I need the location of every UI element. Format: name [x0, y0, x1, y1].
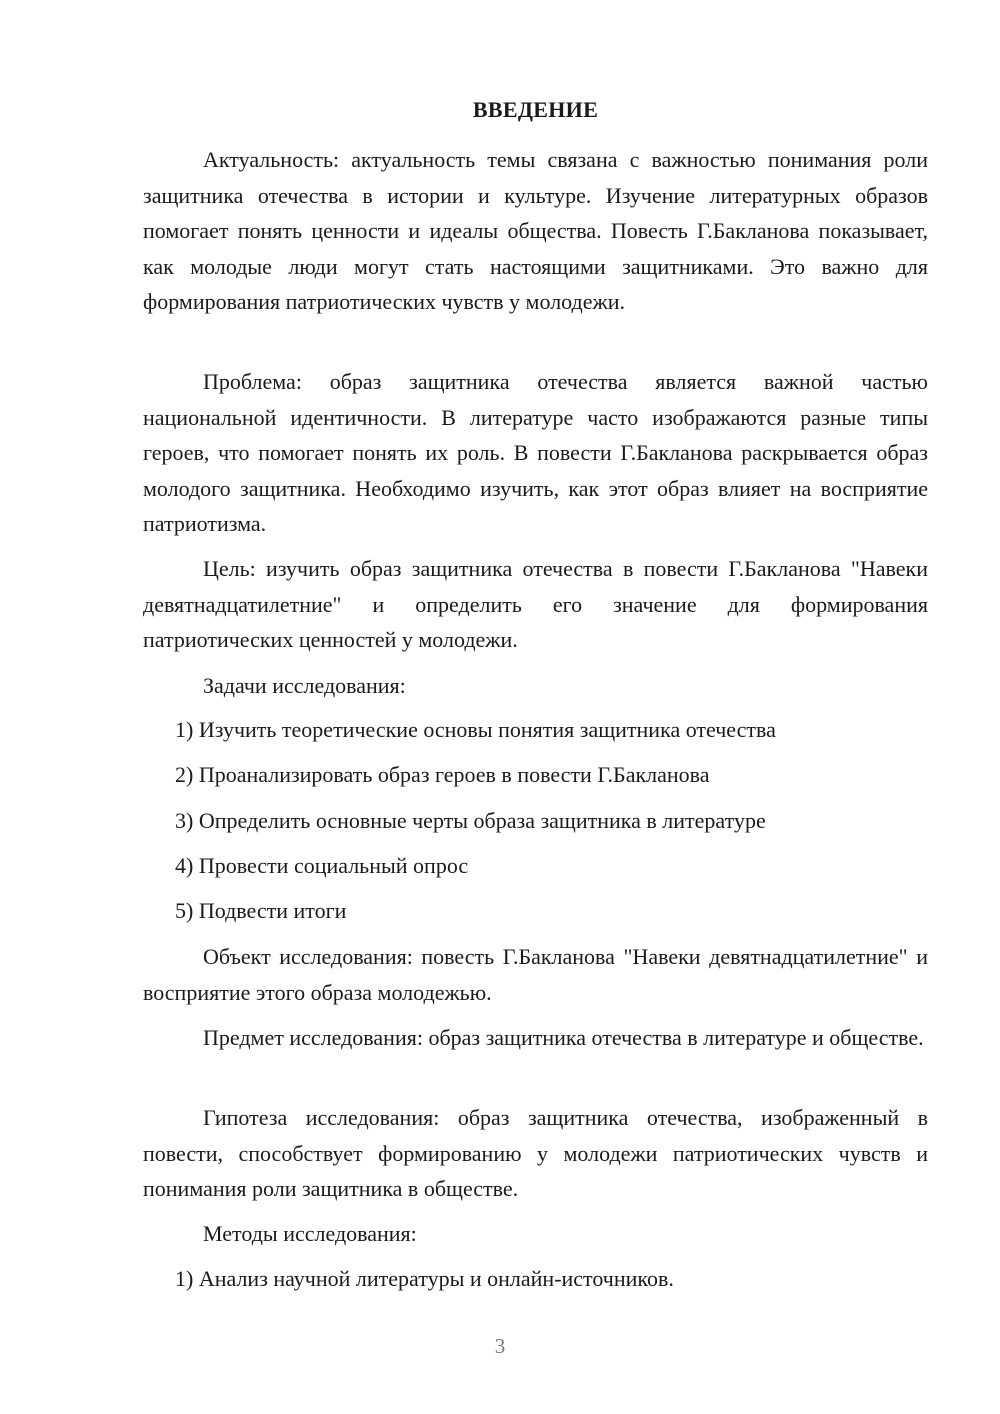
- tasks-heading: Задачи исследования:: [203, 673, 406, 698]
- task-item: 2) Проанализировать образ героев в повести Г.Бакланова: [175, 762, 710, 787]
- subject-paragraph: Предмет исследования: образ защитника отечества в литературе и обществе.: [203, 1025, 924, 1050]
- goal-paragraph: Цель: изучить образ защитника отечества в повести Г.Бакланова "Навеки девятнадцатилетние" и определить его значение для формирования патриотических ценностей у молодежи.: [143, 556, 928, 652]
- task-item: 1) Изучить теоретические основы понятия защитника отечества: [175, 717, 776, 742]
- page-title: ВВЕДЕНИЕ: [472, 97, 599, 122]
- task-item: 4) Провести социальный опрос: [175, 853, 469, 878]
- relevance-paragraph: Актуальность: актуальность темы связана с важностью понимания роли защитника отечества в истории и культуре. Изучение литературных образов помогает понять ценности и идеалы общества. Повесть Г.Бакланова показывает, как молодые люди могут стать настоящими защитниками. Это важно для формирования патриотических чувств у молодежи.: [143, 147, 928, 314]
- methods-heading: Методы исследования:: [203, 1221, 417, 1246]
- task-item: 3) Определить основные черты образа защитника в литературе: [175, 808, 766, 833]
- method-item: 1) Анализ научной литературы и онлайн-источников.: [175, 1266, 674, 1291]
- page-number: 3: [494, 1334, 506, 1358]
- task-item: 5) Подвести итоги: [175, 898, 347, 923]
- problem-paragraph: Проблема: образ защитника отечества является важной частью национальной идентичности. В литературе часто изображаются разные типы героев, что помогает понять их роль. В повести Г.Бакланова раскрывается образ молодого защитника. Необходимо изучить, как этот образ влияет на восприятие патриотизма.: [143, 369, 928, 536]
- hypothesis-paragraph: Гипотеза исследования: образ защитника отечества, изображенный в повести, способствует формированию у молодежи патриотических чувств и понимания роли защитника в обществе.: [143, 1105, 928, 1201]
- object-paragraph: Объект исследования: повесть Г.Бакланова "Навеки девятнадцатилетние" и восприятие этого образа молодежью.: [143, 944, 928, 1005]
